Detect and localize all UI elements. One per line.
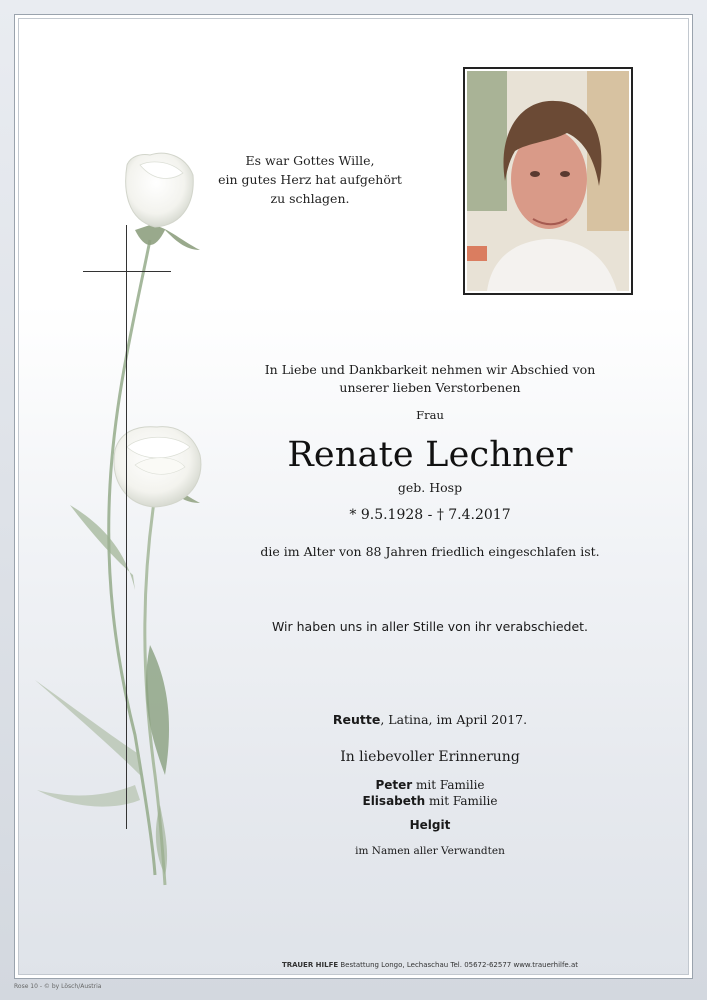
portrait-photo: [467, 71, 629, 291]
mourner-entry: [195, 778, 665, 792]
life-dates: * 9.5.1928 - † 7.4.2017: [349, 507, 511, 523]
intro-line: unserer lieben Verstorbenen: [339, 380, 521, 395]
on-behalf-of-relatives: im Namen aller Verwandten: [355, 845, 505, 857]
birth-name: geb. Hosp: [397, 480, 463, 495]
mourner-entry: [195, 818, 665, 832]
intro-line: In Liebe und Dankbarkeit nehmen wir Abschied von: [264, 362, 596, 377]
cross-vertical-bar: [126, 225, 127, 829]
mourner-name: Peter: [375, 778, 413, 792]
cross-horizontal-bar: [83, 271, 171, 272]
mourner-entry: [195, 794, 665, 808]
place-and-date: [195, 712, 665, 727]
deceased-name: Renate Lechner: [287, 435, 573, 475]
place-date: , Latina, im April 2017.: [380, 712, 528, 727]
private-farewell-note: Wir haben uns in aller Stille von ihr verabschiedet.: [271, 619, 589, 634]
obituary-card: [14, 14, 693, 979]
portrait-photo-frame: [463, 67, 633, 295]
portrait-illustration: [467, 71, 629, 291]
quote-line: zu schlagen.: [270, 191, 350, 206]
memory-heading: In liebevoller Erinnerung: [340, 749, 520, 765]
funeral-service-footer: [195, 961, 665, 969]
honorific: Frau: [416, 408, 444, 422]
mourner-suffix: mit Familie: [425, 794, 498, 808]
design-copyright: Rose 10 - © by Lösch/Austria: [14, 983, 102, 990]
funeral-service-contact: Bestattung Longo, Lechaschau Tel. 05672-62577 www.trauerhilfe.at: [338, 961, 578, 969]
quote-line: Es war Gottes Wille,: [245, 153, 375, 168]
farewell-intro: [195, 361, 665, 397]
funeral-service-brand: TRAUER HILFE: [281, 961, 339, 969]
age-statement: die im Alter von 88 Jahren friedlich eingeschlafen ist.: [260, 544, 600, 559]
quote-line: ein gutes Herz hat aufgehört: [218, 172, 402, 187]
mourner-suffix: mit Familie: [412, 778, 485, 792]
memorial-quote: [215, 151, 405, 208]
mourner-name: Helgit: [409, 818, 451, 832]
mourner-name: Elisabeth: [362, 794, 426, 808]
place-name: Reutte: [332, 712, 381, 727]
